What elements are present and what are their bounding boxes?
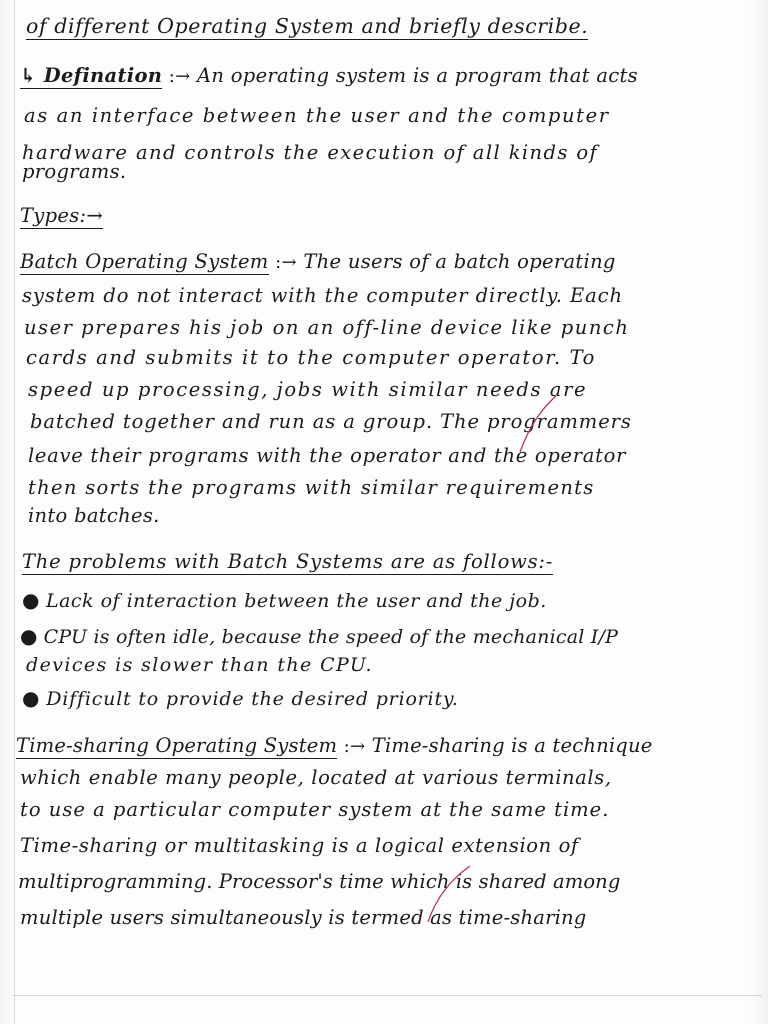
- definition-text-4: programs.: [22, 160, 127, 183]
- batch-text-4: cards and submits it to the computer operator. To: [26, 346, 597, 369]
- batch-text-9: into batches.: [28, 504, 160, 527]
- bullet-text-3: Difficult to provide the desired priority.: [46, 688, 459, 710]
- definition-text-2: as an interface between the user and the computer: [24, 104, 610, 127]
- batch-title: Batch Operating System: [20, 250, 269, 273]
- timesharing-text-4: Time-sharing or multitasking is a logical extension of: [20, 834, 579, 857]
- definition-text-1: An operating system is a program that acts: [197, 64, 638, 87]
- batch-arrow: :→: [275, 252, 297, 273]
- batch-text-6: batched together and run as a group. The programmers: [30, 410, 632, 433]
- definition-arrow: :→: [168, 66, 191, 87]
- bullet-text-1: Lack of interaction between the user and the job.: [45, 590, 547, 612]
- pen-stroke-1: [520, 396, 556, 452]
- types-label: Types:→: [20, 204, 104, 227]
- question-heading-text: of different Operating System and briefly describe.: [26, 14, 589, 38]
- page-bottom-rule: [12, 995, 762, 996]
- batch-text-7: leave their programs with the operator and the operator: [28, 444, 627, 467]
- definition-text-3: hardware and controls the execution of all kinds of: [22, 141, 599, 164]
- bullet-text-2a: CPU is often idle, because the speed of the mechanical I/P: [43, 626, 619, 648]
- batch-text-2: system do not interact with the computer directly. Each: [22, 284, 623, 307]
- bullet-dot: ●: [20, 624, 38, 648]
- timesharing-title: Time-sharing Operating System: [16, 734, 338, 757]
- bullet-dot: ●: [22, 588, 40, 612]
- timesharing-text-5: multiprogramming. Processor's time which is shared among: [18, 870, 621, 893]
- batch-text-1: The users of a batch operating: [303, 250, 616, 273]
- bullet-dot: ●: [22, 686, 41, 710]
- batch-text-8: then sorts the programs with similar requirements: [28, 476, 595, 499]
- timesharing-text-6: multiple users simultaneously is termed as time-sharing: [20, 906, 587, 929]
- timesharing-text-2: which enable many people, located at various terminals,: [20, 766, 612, 789]
- pen-stroke-2: [428, 866, 470, 922]
- timesharing-arrow: :→: [343, 736, 366, 757]
- timesharing-text-1: Time-sharing is a technique: [371, 734, 653, 757]
- problems-heading-text: The problems with Batch Systems are as follows:-: [22, 550, 554, 573]
- bullet-text-2b: devices is slower than the CPU.: [26, 654, 373, 676]
- batch-text-5: speed up processing, jobs with similar needs are: [28, 378, 588, 401]
- batch-text-3: user prepares his job on an off-line device like punch: [24, 316, 630, 339]
- timesharing-text-3: to use a particular computer system at the same time.: [20, 798, 610, 821]
- definition-label: ↳ Defination: [20, 64, 163, 87]
